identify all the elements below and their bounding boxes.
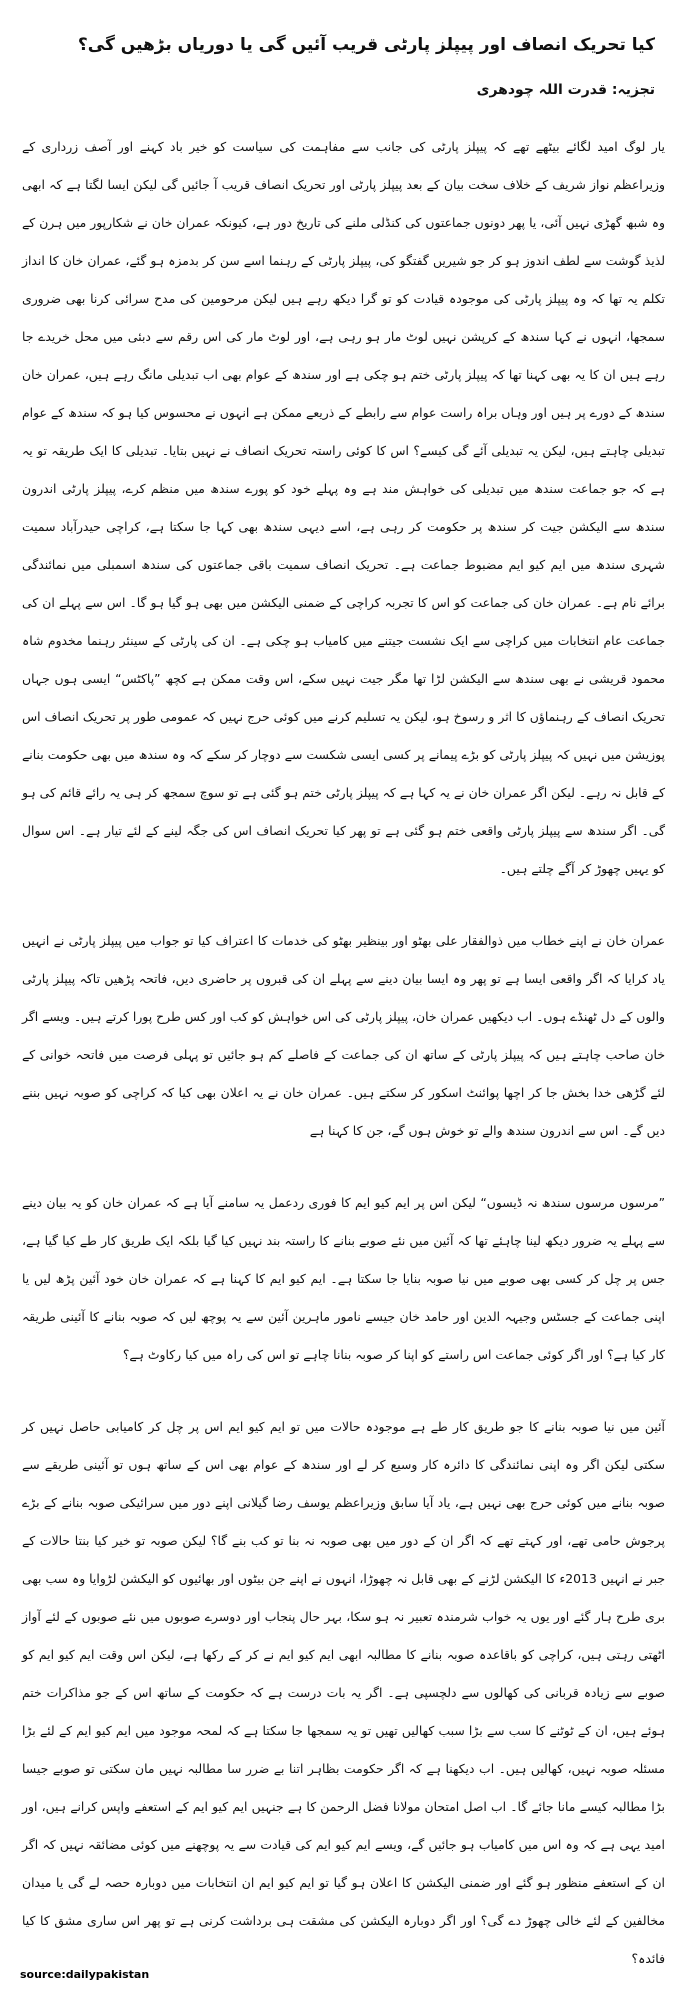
article-paragraph: آئین میں نیا صوبہ بنانے کا جو طریق کار طے ہے موجودہ حالات میں تو ایم کیو ایم اس پر چل کر کامیابی حاصل نہیں کر سکتی لیکن اگر وہ اپنی نمائندگی کا دائرہ کار وسیع کر لے اور سندھ کے عوام بھی اس کے ساتھ ہوں تو آئینی طریقے سے صوبہ بنانے میں کوئی حرج بھی نہیں ہے، یاد آیا سابق وزیراعظم یوسف رضا گیلانی اپنے دور میں سرائیکی صوبہ بنانے کے بڑے پرجوش حامی تھے، اور کہتے تھے کہ اگر ان کے دور میں بھی صوبہ نہ بنا تو کب بنے گا؟ لیکن صوبہ تو خیر کیا بنتا حالات کے جبر نے انہیں 2013ء کا الیکشن لڑنے کے بھی قابل نہ چھوڑا، انہوں نے اپنے جن بیٹوں اور بھائیوں کو الیکشن لڑوایا وہ سب بھی بری طرح ہار گئے اور یوں یہ خواب شرمندہ تعبیر نہ ہو سکا، بہر حال پنجاب اور دوسرے صوبوں میں نئے صوبوں کے لئے آواز اٹھتی رہتی ہیں، کراچی کو باقاعدہ صوبہ بنانے کا مطالبہ ابھی ایم کیو ایم نے کر کے رکھا ہے، لیکن اس وقت ایم کیو ایم کو صوبے سے زیادہ قربانی کی کھالوں سے دلچسپی ہے۔ اگر یہ بات درست ہے کہ حکومت کے ساتھ اس کے جو مذاکرات ختم ہوئے ہیں، ان کے ٹوٹنے کا سب سے بڑا سبب کھالیں تھیں تو یہ سمجھا جا سکتا ہے کہ لمحہ موجود میں ایم کیو ایم کے لئے بڑا مسئلہ صوبہ نہیں، کھالیں ہیں۔ اب دیکھنا ہے کہ اگر حکومت بظاہر اتنا بے ضرر سا مطالبہ نہیں مان سکتی تو صوبے جیسا بڑا مطالبہ کیسے مانا جائے گا۔ اب اصل امتحان مولانا فضل الرحمن کا ہے جنہیں ایم کیو ایم کے استعفے واپس کرانے ہیں، اور امید یہی ہے کہ وہ اس میں کامیاب ہو جائیں گے، ویسے ایم کیو ایم کی قیادت سے یہ پوچھنے میں کوئی مضائقہ نہیں کہ اگر ان کے استعفے منظور ہو گئے اور ضمنی الیکشن کا اعلان ہو گیا تو ایم کیو ایم ان انتخابات میں دوبارہ حصہ لے گی یا میدان مخالفین کے لئے خالی چھوڑ دے گی؟ اور اگر دوبارہ الیکشن کی مشقت ہی برداشت کرنی ہے تو پھر اس ساری مشق کا کیا فائدہ؟: [22, 1419, 666, 1966]
article-paragraph: ”مرسوں مرسوں سندھ نہ ڈیسوں“ لیکن اس پر ایم کیو ایم کا فوری ردعمل یہ سامنے آیا ہے کہ عمران خان کو یہ بیان دینے سے پہلے یہ ضرور دیکھ لینا چاہئے تھا کہ آئین میں نئے صوبے بنانے کا راستہ بند نہیں کیا گیا بلکہ ایک طریق کار طے کیا گیا ہے، جس پر چل کر کسی بھی صوبے میں نیا صوبہ بنایا جا سکتا ہے۔ ایم کیو ایم کا کہنا ہے کہ عمران خان خود آئین پڑھ لیں یا اپنی جماعت کے جسٹس وجیہہ الدین اور حامد خان جیسے نامور ماہرین آئین سے یہ پوچھ لیں کہ صوبہ بنانے کا آئینی طریقہ کار کیا ہے؟ اور اگر کوئی جماعت اس راستے کو اپنا کر صوبہ بنانا چاہے تو اس کی راہ میں کیا رکاوٹ ہے؟: [22, 1195, 665, 1362]
article-title: کیا تحریک انصاف اور پیپلز پارٹی قریب آئیں گی یا دوریاں بڑھیں گی؟: [77, 35, 655, 55]
source-credit: source:dailypakistan: [20, 1968, 150, 1981]
article-paragraph: یار لوگ امید لگائے بیٹھے تھے کہ پیپلز پارٹی کی جانب سے مفاہمت کی سیاست کو خیر باد کہنے اور آصف زرداری کے وزیراعظم نواز شریف کے خلاف سخت بیان کے بعد پیپلز پارٹی اور تحریک انصاف قریب آ جائیں گی لیکن ایسا لگتا ہے کہ ابھی وہ شبھ گھڑی نہیں آئی، یا پھر دونوں جماعتوں کی کنڈلی ملنے کی تاریخ دور ہے، کیونکہ عمران خان نے شکارپور میں ہرن کے لذیذ گوشت سے لطف اندوز ہو کر جو شیریں گفتگو کی، پیپلز پارٹی کے رہنما اسے سن کر بدمزہ ہو گئے، عمران خان کا انداز تکلم یہ تھا کہ وہ پیپلز پارٹی کی موجودہ قیادت کو تو گرا دیکھ رہے ہیں لیکن مرحومین کی مدح سرائی کرنا بھی ضروری سمجھا، انہوں نے کہا سندھ کے کرپشن نہیں لوٹ مار ہو رہی ہے، اور لوٹ مار کی اس رقم سے دبئی میں محل خریدے جا رہے ہیں ان کا یہ بھی کہنا تھا کہ پیپلز پارٹی ختم ہو چکی ہے اور سندھ کے عوام بھی اب تبدیلی مانگ رہے ہیں، عمران خان سندھ کے دورے پر ہیں اور وہاں براہ راست عوام سے رابطے کے ذریعے ممکن ہے انہوں نے محسوس کیا ہو کہ سندھ کے عوام تبدیلی چاہتے ہیں، لیکن یہ تبدیلی آئے گی کیسے؟ اس کا کوئی راستہ تحریک انصاف نے نہیں بتایا۔ تبدیلی کا ایک طریقہ تو یہ ہے کہ جو جماعت سندھ میں تبدیلی کی خواہش مند ہے وہ پہلے خود کو پورے سندھ میں منظم کرے، پیپلز پارٹی اندرون سندھ سے الیکشن جیت کر سندھ پر حکومت کر رہی ہے، اسے دیہی سندھ بھی کہا جا سکتا ہے، کراچی حیدرآباد سمیت شہری سندھ میں ایم کیو ایم مضبوط جماعت ہے۔ تحریک انصاف سمیت باقی جماعتوں کی سندھ اسمبلی میں نمائندگی برائے نام ہے۔ عمران خان کی جماعت کو اس کا تجربہ کراچی کے ضمنی الیکشن میں بھی ہو گیا ہو گا۔ اس سے پہلے ان کی جماعت عام انتخابات میں کراچی سے ایک نشست جیتنے میں کامیاب ہو چکی ہے۔ ان کی پارٹی کے سینئر رہنما مخدوم شاہ محمود قریشی نے بھی سندھ سے الیکشن لڑا تھا مگر جیت نہیں سکے، اس وقت ممکن ہے کچھ ”پاکٹس“ ایسی ہوں جہاں تحریک انصاف کے رہنماؤں کا اثر و رسوخ ہو، لیکن یہ تسلیم کرنے میں کوئی حرج نہیں کہ عمومی طور پر تحریک انصاف اس پوزیشن میں نہیں کہ پیپلز پارٹی کو بڑے پیمانے پر کسی ایسی شکست سے دوچار کر سکے کہ وہ سندھ میں بھی حکومت بنانے کے قابل نہ رہے۔ لیکن اگر عمران خان نے یہ کہا ہے کہ پیپلز پارٹی ختم ہو گئی ہے تو سوچ سمجھ کر ہی یہ رائے قائم کی ہو گی۔ اگر سندھ سے پیپلز پارٹی واقعی ختم ہو گئی ہے تو پھر کیا تحریک انصاف اس کی جگہ لینے کے لئے تیار ہے۔ اس سوال کو یہیں چھوڑ کر آگے چلتے ہیں۔: [22, 139, 665, 876]
article-paragraph: عمران خان نے اپنے خطاب میں ذوالفقار علی بھٹو اور بینظیر بھٹو کی خدمات کا اعتراف کیا تو جواب میں پیپلز پارٹی نے انہیں یاد کرایا کہ اگر واقعی ایسا ہے تو پھر وہ ایسا بیان دینے سے پہلے ان کی قبروں پر حاضری دیں، فاتحہ پڑھیں تاکہ پیپلز پارٹی والوں کے دل ٹھنڈے ہوں۔ اب دیکھیں عمران خان، پیپلز پارٹی کی اس خواہش کو کب اور کس طرح پورا کرتے ہیں۔ ویسے اگر خان صاحب چاہتے ہیں کہ پیپلز پارٹی کے ساتھ ان کی جماعت کے فاصلے کم ہو جائیں تو پہلی فرصت میں فاتحہ خوانی کے لئے گڑھی خدا بخش جا کر اچھا پوائنٹ اسکور کر سکتے ہیں۔ عمران خان نے یہ اعلان بھی کیا کہ کراچی کو صوبہ نہیں بننے دیں گے۔ اس سے اندرون سندھ والے تو خوش ہوں گے، جن کا کہنا ہے: [22, 933, 665, 1138]
article-byline: تجزیہ: قدرت اللہ چودھری: [476, 82, 655, 98]
